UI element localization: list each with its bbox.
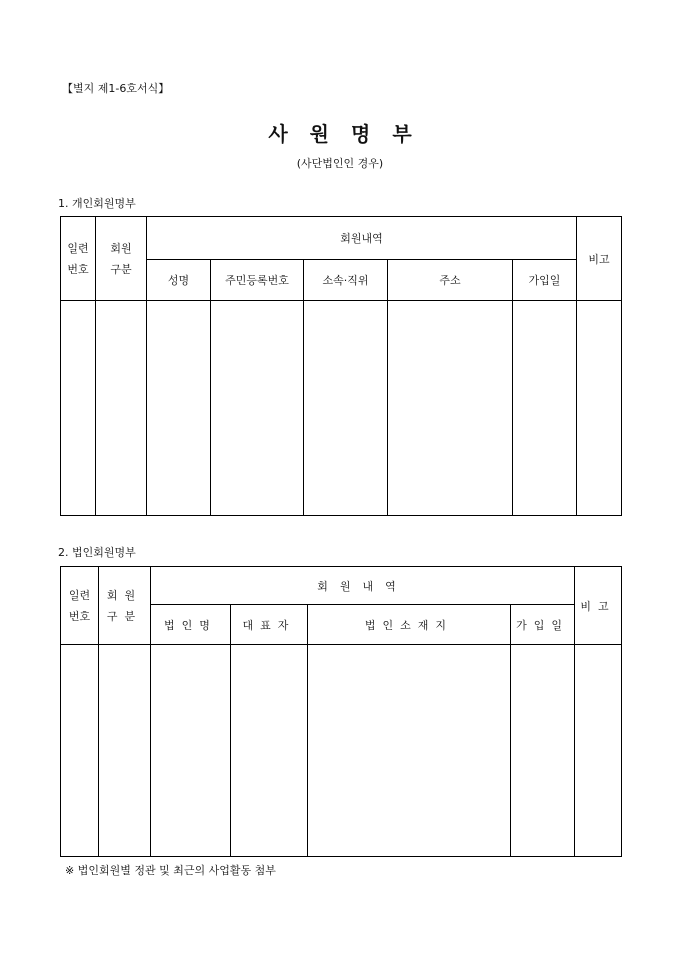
address-header: 주소 xyxy=(388,260,513,301)
table-cell[interactable] xyxy=(211,301,304,516)
table-cell[interactable] xyxy=(304,301,388,516)
individual-member-table xyxy=(60,216,622,516)
title-char: 명 xyxy=(351,122,371,146)
page-subtitle: (사단법인인 경우) xyxy=(296,157,384,170)
serial-number-header: 일련 번호 xyxy=(61,567,99,645)
join-date-header: 가입일 xyxy=(513,260,577,301)
table-cell[interactable] xyxy=(61,301,96,516)
corporate-member-table xyxy=(60,566,622,857)
member-details-header: 회원내역 xyxy=(151,567,575,605)
title-char: 원 xyxy=(309,122,329,146)
representative-header: 대표자 xyxy=(231,605,308,645)
member-details-header: 회원내역 xyxy=(147,217,577,260)
table-cell[interactable] xyxy=(61,645,99,857)
table-cell[interactable] xyxy=(575,645,622,857)
page-title xyxy=(0,118,680,147)
table-row xyxy=(61,645,622,857)
title-char: 부 xyxy=(392,122,412,146)
table-cell[interactable] xyxy=(147,301,211,516)
resident-number-header: 주민등록번호 xyxy=(211,260,304,301)
table-cell[interactable] xyxy=(151,645,231,857)
table-cell[interactable] xyxy=(577,301,622,516)
table-cell[interactable] xyxy=(99,645,151,857)
corporation-location-header: 법인소재지 xyxy=(308,605,511,645)
title-char: 사 xyxy=(268,122,288,146)
footnote: ※ 법인회원별 정관 및 최근의 사업활동 첨부 xyxy=(65,864,276,877)
member-type-header: 회원 구분 xyxy=(99,567,151,645)
join-date-header: 가입일 xyxy=(511,605,575,645)
table-cell[interactable] xyxy=(513,301,577,516)
affiliation-position-header: 소속·직위 xyxy=(304,260,388,301)
table-cell[interactable] xyxy=(388,301,513,516)
name-header: 성명 xyxy=(147,260,211,301)
table-cell[interactable] xyxy=(96,301,147,516)
table-cell[interactable] xyxy=(308,645,511,857)
remarks-header: 비고 xyxy=(577,217,622,301)
corporation-name-header: 법인명 xyxy=(151,605,231,645)
section2-heading: 2. 법인회원명부 xyxy=(58,546,136,559)
form-number-label: 【별지 제1-6호서식】 xyxy=(62,82,170,95)
serial-number-header: 일련 번호 xyxy=(61,217,96,301)
member-type-header: 회원 구분 xyxy=(96,217,147,301)
remarks-header: 비고 xyxy=(575,567,622,645)
table-row xyxy=(61,301,622,516)
table-cell[interactable] xyxy=(231,645,308,857)
table-cell[interactable] xyxy=(511,645,575,857)
section1-heading: 1. 개인회원명부 xyxy=(58,197,136,210)
